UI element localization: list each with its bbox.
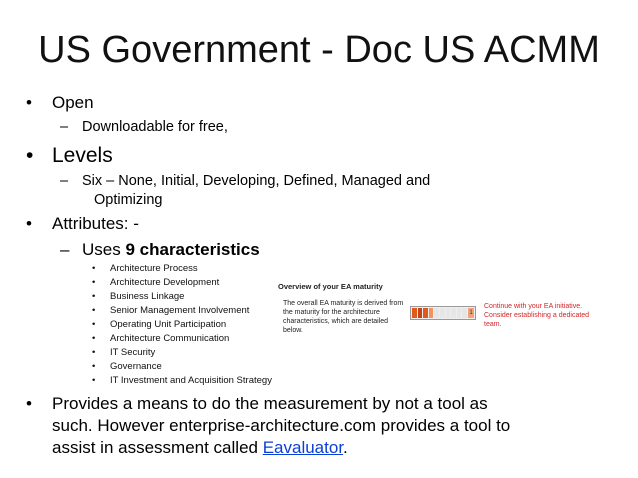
provides-line3 bbox=[52, 438, 348, 458]
provides-line3-prefix: assist in assessment called bbox=[52, 438, 263, 457]
uses-characteristics bbox=[82, 240, 260, 260]
characteristic-item: Senior Management Involvement bbox=[110, 305, 250, 316]
characteristic-bullet: • bbox=[92, 361, 96, 372]
uses-bold: 9 characteristics bbox=[125, 240, 260, 259]
meter-segment bbox=[440, 308, 445, 318]
characteristic-bullet: • bbox=[92, 305, 96, 316]
uses-prefix: Uses bbox=[82, 240, 126, 259]
meter-value: 1 bbox=[469, 310, 473, 316]
widget-title: Overview of your EA maturity bbox=[278, 282, 383, 291]
characteristic-item: Architecture Development bbox=[110, 277, 220, 288]
ea-maturity-widget bbox=[270, 282, 600, 342]
maturity-meter bbox=[410, 306, 476, 320]
characteristic-item: Architecture Process bbox=[110, 263, 198, 274]
provides-line3-suffix: . bbox=[343, 438, 348, 457]
characteristic-item: Operating Unit Participation bbox=[110, 319, 227, 330]
eavaluator-link[interactable]: Eavaluator bbox=[262, 438, 344, 457]
bullet-glyph: • bbox=[26, 214, 32, 233]
bullet-glyph: • bbox=[26, 93, 32, 112]
characteristic-item: IT Security bbox=[110, 347, 156, 358]
characteristic-item: IT Investment and Acquisition Strategy bbox=[110, 375, 272, 386]
characteristic-item: Governance bbox=[110, 361, 162, 372]
widget-note: Continue with your EA initiative. Consider establishing a dedicated team. bbox=[484, 303, 590, 328]
widget-description: The overall EA maturity is derived from the maturity for the architecture characteristics, which are detailed below. bbox=[283, 300, 404, 334]
meter-segment bbox=[412, 308, 417, 318]
characteristic-bullet: • bbox=[92, 375, 96, 386]
dash-glyph: – bbox=[60, 240, 70, 259]
meter-segment bbox=[446, 308, 451, 318]
bullet-open: Open bbox=[52, 93, 94, 112]
characteristic-bullet: • bbox=[92, 277, 96, 288]
meter-segment bbox=[434, 308, 439, 318]
bullet-glyph: • bbox=[26, 144, 34, 167]
page-title: US Government - Doc US ACMM bbox=[38, 29, 600, 71]
meter-segment bbox=[462, 308, 467, 318]
meter-segment bbox=[429, 308, 434, 318]
characteristic-bullet: • bbox=[92, 319, 96, 330]
characteristic-bullet: • bbox=[92, 333, 96, 344]
bullet-attributes: Attributes: - bbox=[52, 214, 139, 233]
dash-glyph: – bbox=[60, 119, 69, 135]
provides-line2: such. However enterprise-architecture.com provides a tool to bbox=[52, 416, 511, 435]
meter-segment bbox=[418, 308, 423, 318]
open-detail: Downloadable for free, bbox=[82, 119, 228, 135]
provides-line1: Provides a means to do the measurement by not a tool as bbox=[52, 394, 488, 413]
meter-segment bbox=[457, 308, 462, 318]
characteristic-item: Business Linkage bbox=[110, 291, 185, 302]
levels-detail-line2: Optimizing bbox=[94, 192, 163, 208]
meter-segment bbox=[423, 308, 428, 318]
meter-segment bbox=[451, 308, 456, 318]
bullet-levels: Levels bbox=[52, 144, 113, 167]
characteristic-item: Architecture Communication bbox=[110, 333, 230, 344]
characteristic-bullet: • bbox=[92, 263, 96, 274]
characteristic-bullet: • bbox=[92, 291, 96, 302]
characteristic-bullet: • bbox=[92, 347, 96, 358]
levels-detail-line1: Six – None, Initial, Developing, Defined, Managed and bbox=[82, 173, 431, 189]
dash-glyph: – bbox=[60, 173, 69, 189]
bullet-glyph: • bbox=[26, 394, 32, 413]
